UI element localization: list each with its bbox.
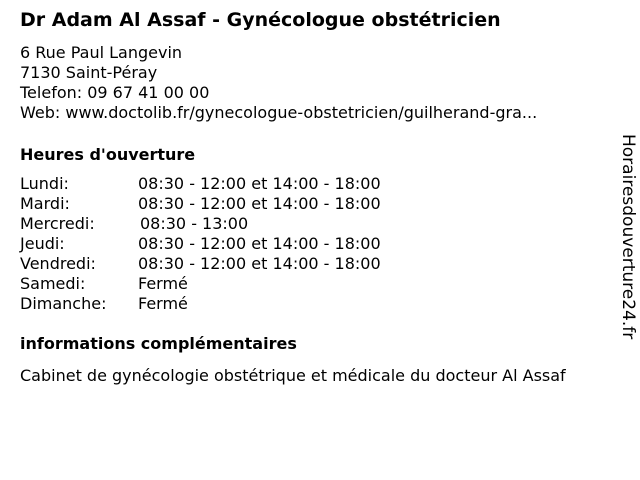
- address-street: 6 Rue Paul Langevin: [20, 43, 183, 62]
- address-web: Web: www.doctolib.fr/gynecologue-obstetricien/guilherand-gra...: [20, 103, 538, 122]
- day-label: Vendredi:: [20, 254, 96, 273]
- watermark: [612, 134, 640, 374]
- watermark-text: Horairesdouverture24.fr: [618, 134, 638, 340]
- day-hours: 08:30 - 12:00 et 14:00 - 18:00: [138, 194, 381, 213]
- day-hours: 08:30 - 13:00: [140, 214, 249, 233]
- info-text: Cabinet de gynécologie obstétrique et médicale du docteur Al Assaf: [20, 366, 566, 385]
- page-title: Dr Adam Al Assaf - Gynécologue obstétricien: [20, 9, 501, 31]
- address-city: 7130 Saint-Péray: [20, 63, 158, 82]
- address-phone: Telefon: 09 67 41 00 00: [20, 83, 210, 102]
- day-hours: 08:30 - 12:00 et 14:00 - 18:00: [138, 174, 381, 193]
- day-label: Dimanche:: [20, 294, 107, 313]
- address-block: [20, 43, 537, 123]
- day-hours: 08:30 - 12:00 et 14:00 - 18:00: [138, 234, 381, 253]
- day-label: Mardi:: [20, 194, 70, 213]
- info-heading: informations complémentaires: [20, 334, 297, 353]
- day-label: Samedi:: [20, 274, 86, 293]
- day-label: Mercredi:: [20, 214, 95, 233]
- day-label: Lundi:: [20, 174, 69, 193]
- day-hours: Fermé: [138, 294, 188, 313]
- hours-heading: Heures d'ouverture: [20, 145, 196, 164]
- day-hours: Fermé: [138, 274, 188, 293]
- day-label: Jeudi:: [20, 234, 65, 253]
- day-hours: 08:30 - 12:00 et 14:00 - 18:00: [138, 254, 381, 273]
